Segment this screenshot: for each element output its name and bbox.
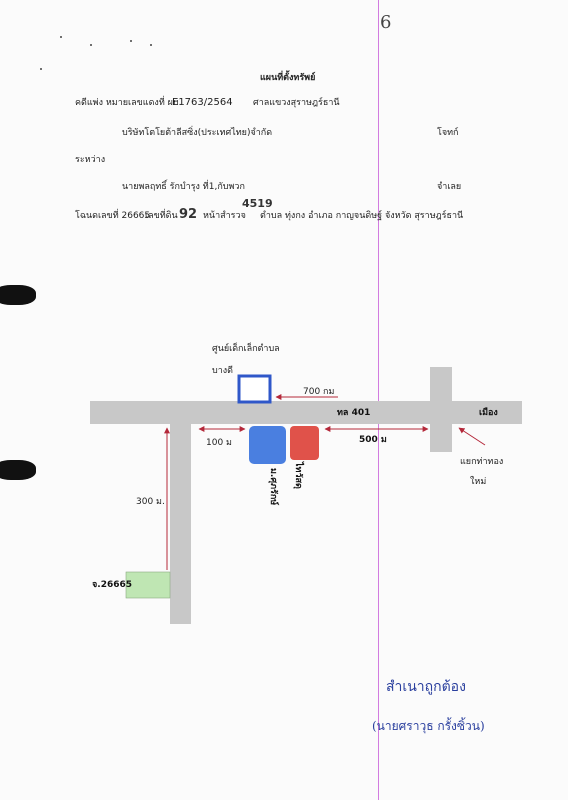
arrow-junction xyxy=(459,428,485,445)
defendant-role: จำเลย xyxy=(437,182,462,192)
thaiwatsadu-label: ไทวัสดุ xyxy=(293,462,303,489)
location-text: ตำบล ทุ่งกง อำเภอ กาญจนดิษฐ์ จังหวัด สุราษฎร์ธานี xyxy=(260,211,464,221)
thaiwatsadu-marker xyxy=(290,426,319,460)
bank-marker xyxy=(249,426,286,464)
childcare-label-line2: บางดี xyxy=(212,366,234,376)
plot-label: จ.26665 xyxy=(92,580,133,590)
city-label: เมือง xyxy=(479,408,498,418)
bank-label: ม.ศุภรักษ์ xyxy=(268,468,278,506)
main-road xyxy=(90,401,522,424)
survey-label: หน้าสำรวจ xyxy=(203,211,246,221)
between-label: ระหว่าง xyxy=(75,155,106,165)
childcare-label-line1: ศูนย์เด็กเล็กตำบล xyxy=(212,344,280,354)
case-number: E1763/2564 xyxy=(172,97,233,108)
side-road xyxy=(170,424,191,624)
page-number: 6 xyxy=(380,12,392,33)
junction-label-line1: แยกท่าทอง xyxy=(460,457,504,467)
plaintiff-name: บริษัทโตโยต้าลีสซิ่ง(ประเทศไทย)จำกัด xyxy=(122,128,273,138)
distance-300-label: 300 ม. xyxy=(136,497,165,507)
land-no: 92 xyxy=(179,207,198,222)
document-title: แผนที่ตั้งทรัพย์ xyxy=(260,73,316,83)
case-court: ศาลแขวงสุราษฎร์ธานี xyxy=(253,98,340,108)
deed-label: โฉนดเลขที่ 26665 xyxy=(75,211,151,221)
defendant-name: นายพลฤทธิ์ รักบำรุง ที่1,กับพวก xyxy=(122,182,245,192)
distance-700-label: 700 กม xyxy=(303,387,335,397)
land-no-label: เลขที่ดิน xyxy=(145,211,178,221)
land-plot-marker xyxy=(126,572,170,598)
survey-no: 4519 xyxy=(242,197,273,210)
junction-label-line2: ใหม่ xyxy=(470,477,487,487)
certified-copy-text: สำเนาถูกต้อง xyxy=(386,679,466,695)
cross-road xyxy=(430,367,452,452)
certifying-officer-name: (นายศราวุธ กรั้งซิ้วน) xyxy=(372,719,485,733)
road-label: ทล 401 xyxy=(337,408,371,418)
plaintiff-role: โจทก์ xyxy=(437,128,459,138)
case-prefix: คดีแพ่ง หมายเลขแดงที่ ผบ. xyxy=(75,98,182,108)
childcare-center-marker xyxy=(239,376,270,402)
distance-100-label: 100 ม xyxy=(206,438,232,448)
distance-500-label: 500 ม xyxy=(359,435,387,445)
